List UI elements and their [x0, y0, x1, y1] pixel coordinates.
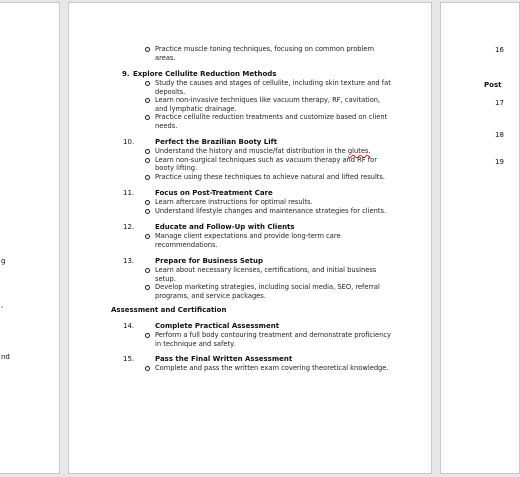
list-item [69, 283, 393, 300]
list-item [69, 45, 393, 62]
list-item [69, 113, 393, 130]
list-item [69, 198, 393, 207]
bullet-icon [145, 285, 150, 290]
left-fragment: g [1, 257, 6, 265]
list-item-text: Learn non-surgical techniques such as vacuum therapy and RF for booty lifting. [155, 155, 377, 172]
bullet-icon [145, 47, 150, 52]
list-item-text: Practice muscle toning techniques, focusing on common problem areas. [155, 45, 375, 62]
list-item-text: Manage client expectations and provide long-term care recommendations. [155, 232, 341, 249]
group-heading: Assessment and Certification [111, 306, 227, 314]
spellcheck-word[interactable]: glutes. [347, 147, 371, 155]
bullet-icon [145, 200, 150, 205]
bullet-icon [145, 175, 150, 180]
bullet-icon [145, 333, 150, 338]
section-title: Prepare for Business Setup [155, 257, 263, 265]
section-title: Pass the Final Written Assessment [155, 355, 293, 363]
numbered-section [69, 257, 433, 300]
list-item [69, 232, 393, 249]
list-item-text: Perform a full body contouring treatment and demonstrate proficiency in technique and safety. [155, 331, 391, 348]
bullet-icon [145, 81, 150, 86]
list-item [69, 156, 393, 173]
section-number: 10. [123, 138, 135, 146]
section-number: 13. [123, 257, 135, 265]
left-page [0, 2, 60, 474]
section-number: 12. [123, 223, 135, 231]
right-fragment: 19 [495, 158, 504, 166]
list-item-text: Learn non-invasive techniques like vacuum therapy, RF, cavitation, and lymphatic drainage. [155, 96, 381, 113]
bullet-icon [145, 234, 150, 239]
section-title: Perfect the Brazilian Booty Lift [155, 138, 278, 146]
list-item [69, 147, 393, 156]
left-fragment: nd [1, 353, 10, 361]
section-title: Complete Practical Assessment [155, 322, 280, 330]
section-number: 14. [123, 322, 135, 330]
bullet-list [69, 79, 433, 130]
list-item-text: Understand the history and muscle/fat distribution in the glutes. [155, 147, 371, 155]
bullet-list [69, 266, 433, 300]
list-item [69, 96, 393, 113]
section-heading [69, 322, 433, 331]
bullet-list [69, 198, 433, 215]
list-item-text: Develop marketing strategies, including social media, SEO, referral programs, and service packages. [155, 283, 380, 300]
right-page [440, 2, 520, 474]
bullet-icon [145, 158, 150, 163]
list-item-text: Learn about necessary licenses, certifications, and initial business setup. [155, 266, 377, 283]
section-number: 15. [123, 355, 135, 363]
section-heading [69, 257, 433, 266]
section-title: Explore Cellulite Reduction Methods [133, 70, 277, 78]
bullet-icon [145, 268, 150, 273]
numbered-section [69, 355, 433, 373]
document-page [68, 2, 432, 474]
numbered-section [69, 70, 433, 130]
numbered-section [69, 223, 433, 249]
list-item [69, 207, 393, 216]
list-item [69, 364, 393, 373]
bullet-icon [145, 115, 150, 120]
page-content [69, 45, 433, 373]
numbered-section [69, 322, 433, 348]
list-item [69, 173, 393, 182]
section-number: 11. [123, 189, 135, 197]
right-fragment: Post [484, 81, 502, 89]
list-item-text: Practice using these techniques to achieve natural and lifted results. [155, 172, 386, 181]
list-item-text: Study the causes and stages of cellulite, including skin texture and fat deposits. [155, 79, 391, 96]
list-item-text: Practice cellulite reduction treatments and customize based on client needs. [155, 113, 388, 130]
right-fragment: 18 [495, 131, 504, 139]
section-heading [69, 189, 433, 198]
bullet-list [69, 364, 433, 373]
bullet-icon [145, 149, 150, 154]
bullet-icon [145, 98, 150, 103]
section-heading [69, 223, 433, 232]
bullet-list [69, 232, 433, 249]
right-fragment: 17 [495, 99, 504, 107]
list-item [69, 79, 393, 96]
list-item-text: Learn aftercare instructions for optimal results. [155, 198, 313, 206]
bullet-icon [145, 209, 150, 214]
section-heading [69, 138, 433, 147]
bullet-list [69, 147, 433, 181]
section-number: 9. [122, 70, 130, 78]
section-title: Educate and Follow-Up with Clients [155, 223, 295, 231]
section-title: Focus on Post-Treatment Care [155, 189, 273, 197]
list-item [69, 331, 393, 348]
numbered-section [69, 138, 433, 181]
list-item-text: Complete and pass the written exam covering theoretical knowledge. [155, 364, 389, 372]
bullet-icon [145, 366, 150, 371]
numbered-section [69, 189, 433, 215]
section-heading [69, 70, 433, 79]
left-fragment: , [1, 301, 4, 309]
list-item [69, 266, 393, 283]
section-heading [69, 355, 433, 364]
bullet-list [69, 45, 433, 62]
list-item-text: Understand lifestyle changes and maintenance strategies for clients. [155, 206, 387, 215]
right-fragment: 16 [495, 46, 504, 54]
bullet-list [69, 331, 433, 348]
